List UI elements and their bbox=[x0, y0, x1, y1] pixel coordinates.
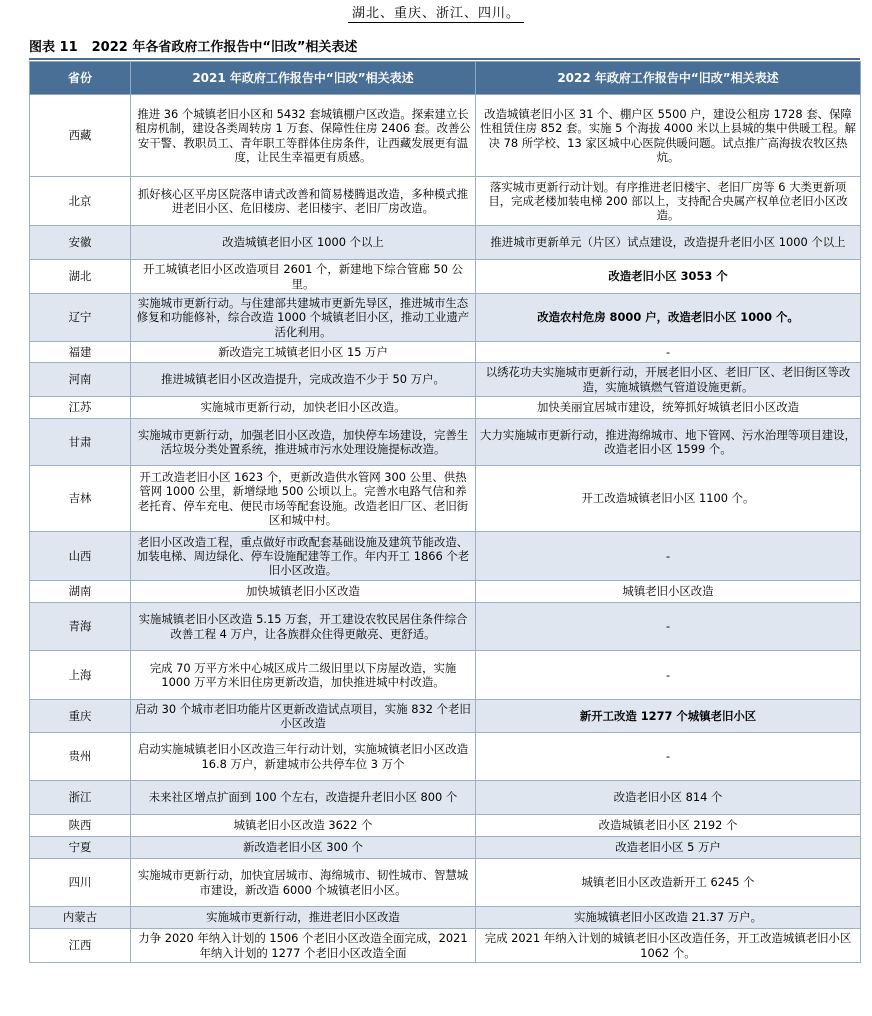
table-row bbox=[30, 581, 861, 603]
statement-2022-cell: 改造农村危房 8000 户，改造老旧小区 1000 个。 bbox=[476, 294, 861, 342]
title-divider bbox=[29, 58, 860, 60]
province-cell: 甘肃 bbox=[30, 419, 131, 466]
statement-2021-cell: 开工改造老旧小区 1623 个，更新改造供水管网 300 公里、供热管网 1000 公里，新增绿地 500 公顷以上。完善水电路气信和养老托育、停车充电、便民市场等配套设施。改造老旧厂区、老旧街区和城中村。 bbox=[131, 466, 476, 532]
statement-2022-cell: 改造老旧小区 5 万户 bbox=[476, 837, 861, 859]
table-row bbox=[30, 342, 861, 363]
province-cell: 上海 bbox=[30, 651, 131, 700]
province-cell: 四川 bbox=[30, 859, 131, 907]
statement-2022-cell: 新开工改造 1277 个城镇老旧小区 bbox=[476, 700, 861, 733]
province-cell: 重庆 bbox=[30, 700, 131, 733]
figure-caption: 2022 年各省政府工作报告中“旧改”相关表述 bbox=[91, 40, 358, 55]
statement-2021-cell: 实施城市更新行动，加快宜居城市、海绵城市、韧性城市、智慧城市建设，新改造 6000 个城镇老旧小区。 bbox=[131, 859, 476, 907]
figure-label: 图表 11 bbox=[29, 40, 78, 55]
statement-2022-cell: 改造城镇老旧小区 31 个、棚户区 5500 户，建设公租房 1728 套、保障性租赁住房 852 套。实施 5 个海拔 4000 米以上县城的集中供暖工程。解决 78 所学校、13 家区城中心医院供暖问题。试点推广高海拔农牧区热炕。 bbox=[476, 95, 861, 177]
province-cell: 江苏 bbox=[30, 397, 131, 419]
statement-2022-cell: 城镇老旧小区改造 bbox=[476, 581, 861, 603]
statement-2021-cell: 老旧小区改造工程，重点做好市政配套基础设施及建筑节能改造、加装电梯、周边绿化、停车设施配建等工作。年内开工 1866 个老旧小区改造。 bbox=[131, 532, 476, 581]
statement-2022-cell: 改造城镇老旧小区 2192 个 bbox=[476, 815, 861, 837]
statement-2022-cell: 城镇老旧小区改造新开工 6245 个 bbox=[476, 859, 861, 907]
statement-2021-cell: 新改造老旧小区 300 个 bbox=[131, 837, 476, 859]
statement-2021-cell: 实施城市更新行动。与住建部共建城市更新先导区，推进城市生态修复和功能修补，综合改造 1000 个城镇老旧小区，推动工业遗产活化利用。 bbox=[131, 294, 476, 342]
province-cell: 福建 bbox=[30, 342, 131, 363]
province-cell: 西藏 bbox=[30, 95, 131, 177]
table-row bbox=[30, 837, 861, 859]
table-row bbox=[30, 700, 861, 733]
statement-2021-cell: 新改造完工城镇老旧小区 15 万户 bbox=[131, 342, 476, 363]
statement-2021-cell: 城镇老旧小区改造 3622 个 bbox=[131, 815, 476, 837]
table-row bbox=[30, 363, 861, 397]
statement-2021-cell: 实施城市更新行动，加强老旧小区改造，加快停车场建设，完善生活垃圾分类处置系统，推进城市污水处理设施提标改造。 bbox=[131, 419, 476, 466]
statement-2021-cell: 实施城市更新行动，加快老旧小区改造。 bbox=[131, 397, 476, 419]
provincial-report-table bbox=[29, 61, 861, 963]
table-row bbox=[30, 294, 861, 342]
table-row bbox=[30, 859, 861, 907]
province-cell: 贵州 bbox=[30, 733, 131, 781]
statement-2022-cell: - bbox=[476, 733, 861, 781]
statement-2021-cell: 实施城镇老旧小区改造 5.15 万套，开工建设农牧民居住条件综合改善工程 4 万户，让各族群众住得更敞亮、更舒适。 bbox=[131, 603, 476, 651]
statement-2021-cell: 启动实施城镇老旧小区改造三年行动计划，实施城镇老旧小区改造 16.8 万户，新建城市公共停车位 3 万个 bbox=[131, 733, 476, 781]
top-text-line bbox=[0, 2, 872, 23]
statement-2022-cell: 实施城镇老旧小区改造 21.37 万户。 bbox=[476, 907, 861, 929]
table-row bbox=[30, 260, 861, 294]
province-cell: 陕西 bbox=[30, 815, 131, 837]
statement-2021-cell: 力争 2020 年纳入计划的 1506 个老旧小区改造全面完成，2021 年纳入计划的 1277 个老旧小区改造全面 bbox=[131, 929, 476, 963]
statement-2021-cell: 改造城镇老旧小区 1000 个以上 bbox=[131, 226, 476, 260]
province-cell: 吉林 bbox=[30, 466, 131, 532]
province-cell: 安徽 bbox=[30, 226, 131, 260]
statement-2022-cell: 大力实施城市更新行动，推进海绵城市、地下管网、污水治理等项目建设，改造老旧小区 1599 个。 bbox=[476, 419, 861, 466]
table-row bbox=[30, 419, 861, 466]
table-row bbox=[30, 532, 861, 581]
top-text: 湖北、重庆、浙江、四川。 bbox=[348, 2, 524, 23]
table-row bbox=[30, 226, 861, 260]
province-cell: 青海 bbox=[30, 603, 131, 651]
province-cell: 浙江 bbox=[30, 781, 131, 815]
table-row bbox=[30, 466, 861, 532]
statement-2021-cell: 开工城镇老旧小区改造项目 2601 个，新建地下综合管廊 50 公里。 bbox=[131, 260, 476, 294]
table-row bbox=[30, 781, 861, 815]
table-row bbox=[30, 907, 861, 929]
province-cell: 湖北 bbox=[30, 260, 131, 294]
table-row bbox=[30, 733, 861, 781]
table-row bbox=[30, 929, 861, 963]
statement-2022-cell: - bbox=[476, 603, 861, 651]
statement-2021-cell: 加快城镇老旧小区改造 bbox=[131, 581, 476, 603]
table-header-row bbox=[30, 62, 861, 95]
table-row bbox=[30, 95, 861, 177]
statement-2021-cell: 推进城镇老旧小区改造提升，完成改造不少于 50 万户。 bbox=[131, 363, 476, 397]
statement-2022-cell: 落实城市更新行动计划。有序推进老旧楼宇、老旧厂房等 6 大类更新项目，完成老楼加装电梯 200 部以上，支持配合央属产权单位老旧小区改造。 bbox=[476, 177, 861, 226]
statement-2021-cell: 抓好核心区平房区院落申请式改善和简易楼腾退改造，多种模式推进老旧小区、危旧楼房、老旧楼宇、老旧厂房改造。 bbox=[131, 177, 476, 226]
province-cell: 河南 bbox=[30, 363, 131, 397]
table-row bbox=[30, 603, 861, 651]
statement-2022-cell: - bbox=[476, 532, 861, 581]
statement-2021-cell: 未来社区增点扩面到 100 个左右，改造提升老旧小区 800 个 bbox=[131, 781, 476, 815]
table-row bbox=[30, 651, 861, 700]
header-2022: 2022 年政府工作报告中“旧改”相关表述 bbox=[476, 62, 861, 95]
header-province: 省份 bbox=[30, 62, 131, 95]
statement-2022-cell: 完成 2021 年纳入计划的城镇老旧小区改造任务，开工改造城镇老旧小区 1062 个。 bbox=[476, 929, 861, 963]
statement-2021-cell: 推进 36 个城镇老旧小区和 5432 套城镇棚户区改造。探索建立长租房机制，建设各类周转房 1 万套、保障性住房 2406 套。改善公安干警、教职员工、青年职工等群体住房条件，让西藏发展更有温度，让民生幸福更有质感。 bbox=[131, 95, 476, 177]
statement-2021-cell: 完成 70 万平方米中心城区成片二级旧里以下房屋改造，实施 1000 万平方米旧住房更新改造，加快推进城中村改造。 bbox=[131, 651, 476, 700]
statement-2022-cell: 改造老旧小区 814 个 bbox=[476, 781, 861, 815]
table-row bbox=[30, 177, 861, 226]
statement-2022-cell: - bbox=[476, 342, 861, 363]
province-cell: 山西 bbox=[30, 532, 131, 581]
statement-2022-cell: 开工改造城镇老旧小区 1100 个。 bbox=[476, 466, 861, 532]
province-cell: 内蒙古 bbox=[30, 907, 131, 929]
statement-2022-cell: 以绣花功夫实施城市更新行动，开展老旧小区、老旧厂区、老旧街区等改造，实施城镇燃气管道设施更新。 bbox=[476, 363, 861, 397]
province-cell: 辽宁 bbox=[30, 294, 131, 342]
statement-2021-cell: 实施城市更新行动，推进老旧小区改造 bbox=[131, 907, 476, 929]
statement-2022-cell: 加快美丽宜居城市建设，统筹抓好城镇老旧小区改造 bbox=[476, 397, 861, 419]
statement-2022-cell: 推进城市更新单元（片区）试点建设，改造提升老旧小区 1000 个以上 bbox=[476, 226, 861, 260]
statement-2022-cell: - bbox=[476, 651, 861, 700]
province-cell: 江西 bbox=[30, 929, 131, 963]
table-row bbox=[30, 397, 861, 419]
province-cell: 北京 bbox=[30, 177, 131, 226]
table-row bbox=[30, 815, 861, 837]
figure-title bbox=[29, 36, 357, 55]
province-cell: 湖南 bbox=[30, 581, 131, 603]
header-2021: 2021 年政府工作报告中“旧改”相关表述 bbox=[131, 62, 476, 95]
province-cell: 宁夏 bbox=[30, 837, 131, 859]
statement-2021-cell: 启动 30 个城市老旧功能片区更新改造试点项目，实施 832 个老旧小区改造 bbox=[131, 700, 476, 733]
statement-2022-cell: 改造老旧小区 3053 个 bbox=[476, 260, 861, 294]
